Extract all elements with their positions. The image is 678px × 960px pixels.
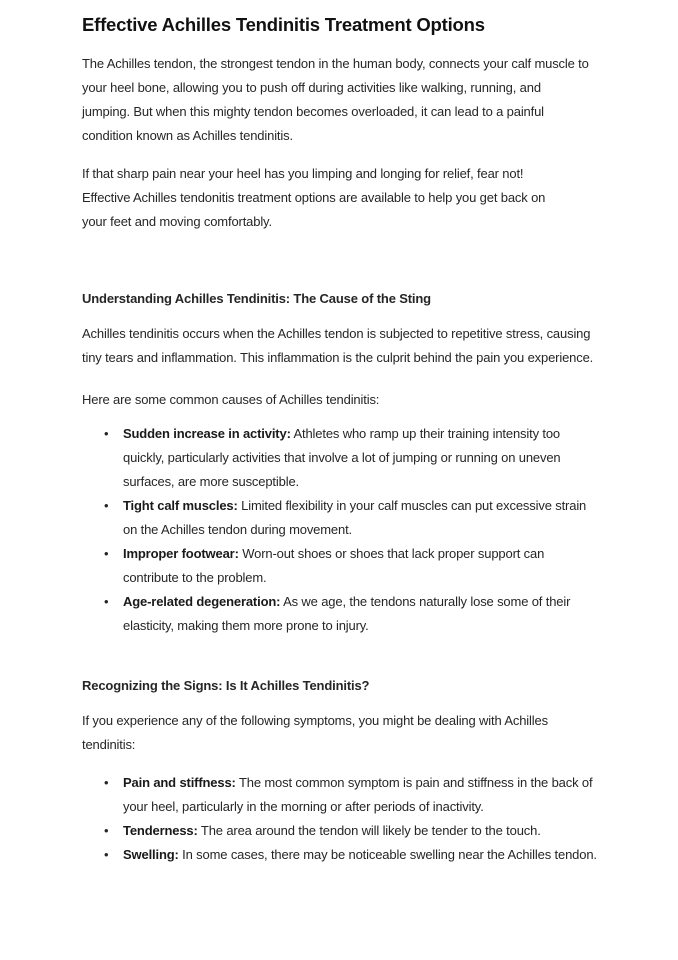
list-item-text: In some cases, there may be noticeable swelling near the Achilles tendon. (178, 847, 597, 862)
list-item (82, 494, 602, 542)
bullet-icon: • (104, 498, 109, 513)
list-item-text: The area around the tendon will likely be tender to the touch. (197, 823, 541, 838)
section-1-heading: Understanding Achilles Tendinitis: The Cause of the Sting (82, 291, 431, 306)
intro-paragraph-2: If that sharp pain near your heel has you limping and longing for relief, fear not! Effective Achilles tendonitis treatment options are available to help you get back on your feet and moving comfortably. (82, 166, 546, 229)
list-item-term: Sudden increase in activity: (123, 426, 291, 441)
bullet-icon: • (104, 426, 109, 441)
list-item-text: As we age, the tendons naturally lose some of their elasticity, making them more prone to injury. (123, 594, 571, 633)
bullet-icon: • (104, 775, 109, 790)
bullet-icon: • (104, 546, 109, 561)
list-item-term: Pain and stiffness: (123, 775, 236, 790)
section-2-heading: Recognizing the Signs: Is It Achilles Tendinitis? (82, 678, 370, 693)
list-item-text: Athletes who ramp up their training intensity too quickly, particularly activities that involve a lot of jumping or running on uneven surfaces, are more susceptible. (123, 426, 561, 489)
list-item-text: The most common symptom is pain and stiffness in the back of your heel, particularly in the morning or after periods of inactivity. (123, 775, 593, 814)
list-item-term: Tenderness: (123, 823, 198, 838)
section-1-paragraph-1: Achilles tendinitis occurs when the Achilles tendon is subjected to repetitive stress, causing tiny tears and inflammation. This inflammation is the culprit behind the pain you experience. (82, 326, 594, 365)
causes-list (82, 422, 602, 638)
list-item-term: Improper footwear: (123, 546, 239, 561)
list-item-text: Limited flexibility in your calf muscles can put excessive strain on the Achilles tendon during movement. (123, 498, 587, 537)
list-item (82, 819, 602, 843)
bullet-icon: • (104, 847, 109, 862)
bullet-icon: • (104, 594, 109, 609)
list-item-term: Swelling: (123, 847, 179, 862)
section-1-paragraph-2: Here are some common causes of Achilles tendinitis: (82, 392, 380, 407)
list-item (82, 542, 602, 590)
list-item-term: Tight calf muscles: (123, 498, 238, 513)
list-item (82, 843, 602, 867)
list-item (82, 771, 602, 819)
list-item-term: Age-related degeneration: (123, 594, 281, 609)
page-title: Effective Achilles Tendinitis Treatment Options (82, 14, 485, 35)
section-2-paragraph-1: If you experience any of the following symptoms, you might be dealing with Achilles tendinitis: (82, 713, 548, 752)
list-item (82, 590, 602, 638)
bullet-icon: • (104, 823, 109, 838)
symptoms-list (82, 771, 602, 867)
list-item (82, 422, 602, 494)
list-item-text: Worn-out shoes or shoes that lack proper support can contribute to the problem. (123, 546, 545, 585)
intro-paragraph-1: The Achilles tendon, the strongest tendon in the human body, connects your calf muscle to your heel bone, allowing you to push off during activities like walking, running, and jumping. But when this mighty tendon becomes overloaded, it can lead to a painful condition known as Achilles tendinitis. (82, 56, 589, 143)
